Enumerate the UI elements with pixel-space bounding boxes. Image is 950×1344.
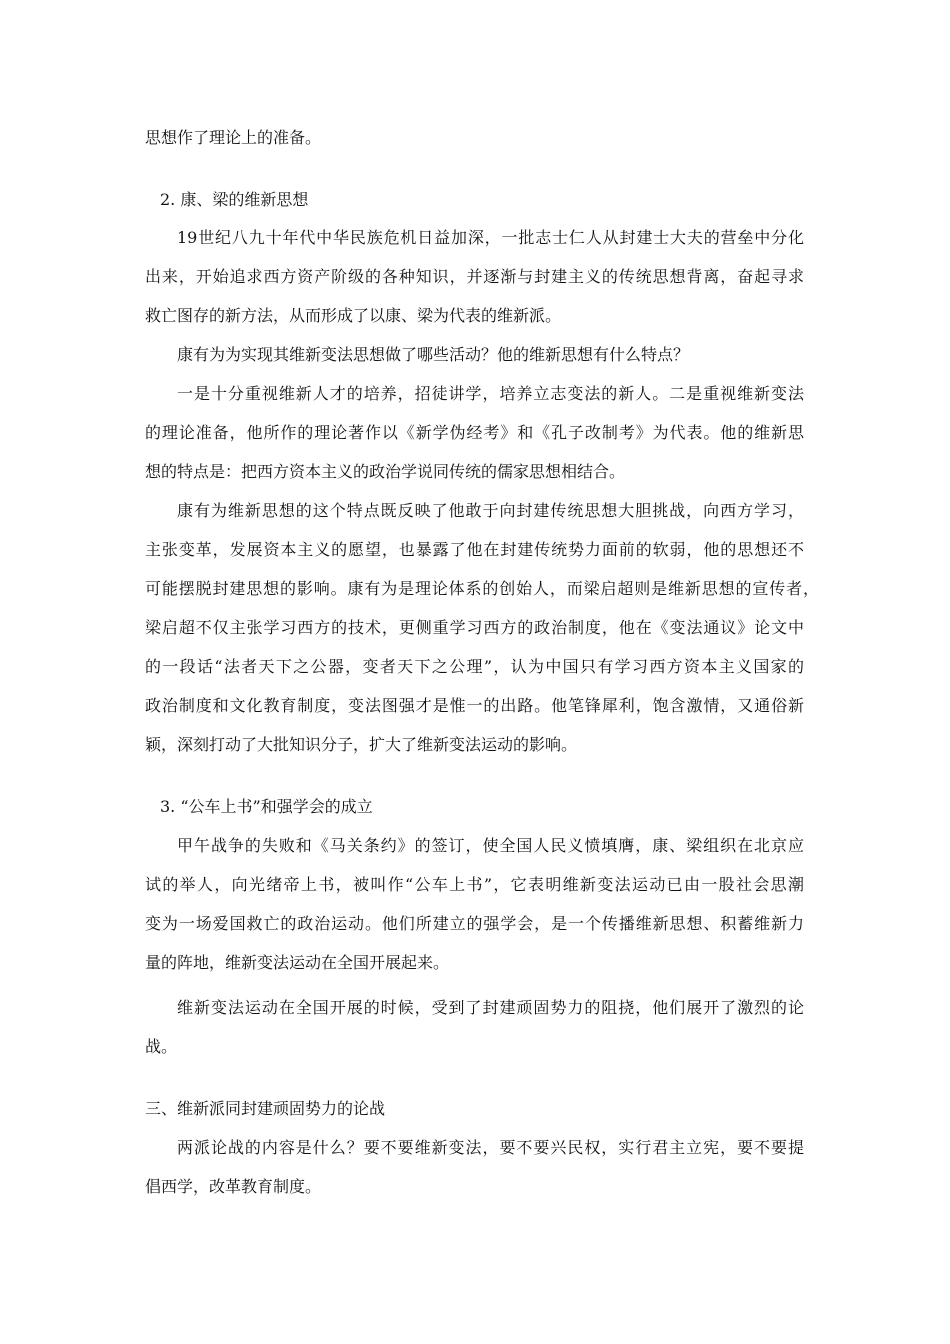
paragraph-line: 思想作了理论上的准备。 [145,128,322,147]
paragraph-line: 想的特点是：把西方资本主义的政治学说同传统的儒家思想相结合。 [145,462,626,481]
paragraph-line: 出来，开始追求西方资产阶级的各种知识，并逐渐与封建主义的传统思想背离，奋起寻求 [145,267,804,286]
paragraph-line: 可能摆脱封建思想的影响。康有为是理论体系的创始人，而梁启超则是维新思想的宣传者， [145,579,819,598]
paragraph-line: 颖，深刻打动了大批知识分子，扩大了维新变法运动的影响。 [145,735,578,754]
paragraph-line: 试的举人，向光绪帝上书，被叫作“公车上书”，它表明维新变法运动已由一股社会思潮 [145,875,804,894]
paragraph-line: 倡西学，改革教育制度。 [145,1177,322,1196]
paragraph-line: 一是十分重视维新人才的培养，招徒讲学，培养立志变法的新人。二是重视维新变法 [177,384,804,403]
paragraph-line: 梁启超不仅主张学习西方的技术，更侧重学习西方的政治制度，他在《变法通议》论文中 [145,618,804,637]
paragraph-line: 量的阵地，维新变法运动在全国开展起来。 [145,953,450,972]
paragraph-line: 康有为为实现其维新变法思想做了哪些活动？他的维新思想有什么特点？ [177,345,690,364]
paragraph-line: 两派论战的内容是什么？要不要维新变法，要不要兴民权，实行君主立宪，要不要提 [177,1138,804,1157]
paragraph-line: 的一段话“法者天下之公器，变者天下之公理”，认为中国只有学习西方资本主义国家的 [145,657,804,676]
paragraph-line: 战。 [145,1037,178,1056]
paragraph-line: 政治制度和文化教育制度，变法图强才是惟一的出路。他笔锋犀利，饱含激情，又通俗新 [145,696,804,715]
paragraph-line: 19世纪八九十年代中华民族危机日益加深，一批志士仁人从封建士大夫的营垒中分化 [177,228,804,247]
paragraph-line: 康有为维新思想的这个特点既反映了他敢于向封建传统思想大胆挑战，向西方学习， [177,501,804,520]
paragraph-line: 的理论准备，他所作的理论著作以《新学伪经考》和《孔子改制考》为代表。他的维新思 [145,423,804,442]
paragraph-line: 维新变法运动在全国开展的时候，受到了封建顽固势力的阻挠，他们展开了激烈的论 [177,998,804,1017]
section-heading: 2. 康、梁的维新思想 [160,190,309,209]
paragraph-line: 救亡图存的新方法，从而形成了以康、梁为代表的维新派。 [145,306,562,325]
section-heading: 三、维新派同封建顽固势力的论战 [145,1099,386,1118]
paragraph-line: 甲午战争的失败和《马关条约》的签订，使全国人民义愤填膺，康、梁组织在北京应 [177,836,804,855]
paragraph-line: 变为一场爱国救亡的政治运动。他们所建立的强学会，是一个传播维新思想、积蓄维新力 [145,914,804,933]
section-heading: 3. “公车上书”和强学会的成立 [160,797,373,816]
paragraph-line: 主张变革，发展资本主义的愿望，也暴露了他在封建传统势力面前的软弱，他的思想还不 [145,540,804,559]
